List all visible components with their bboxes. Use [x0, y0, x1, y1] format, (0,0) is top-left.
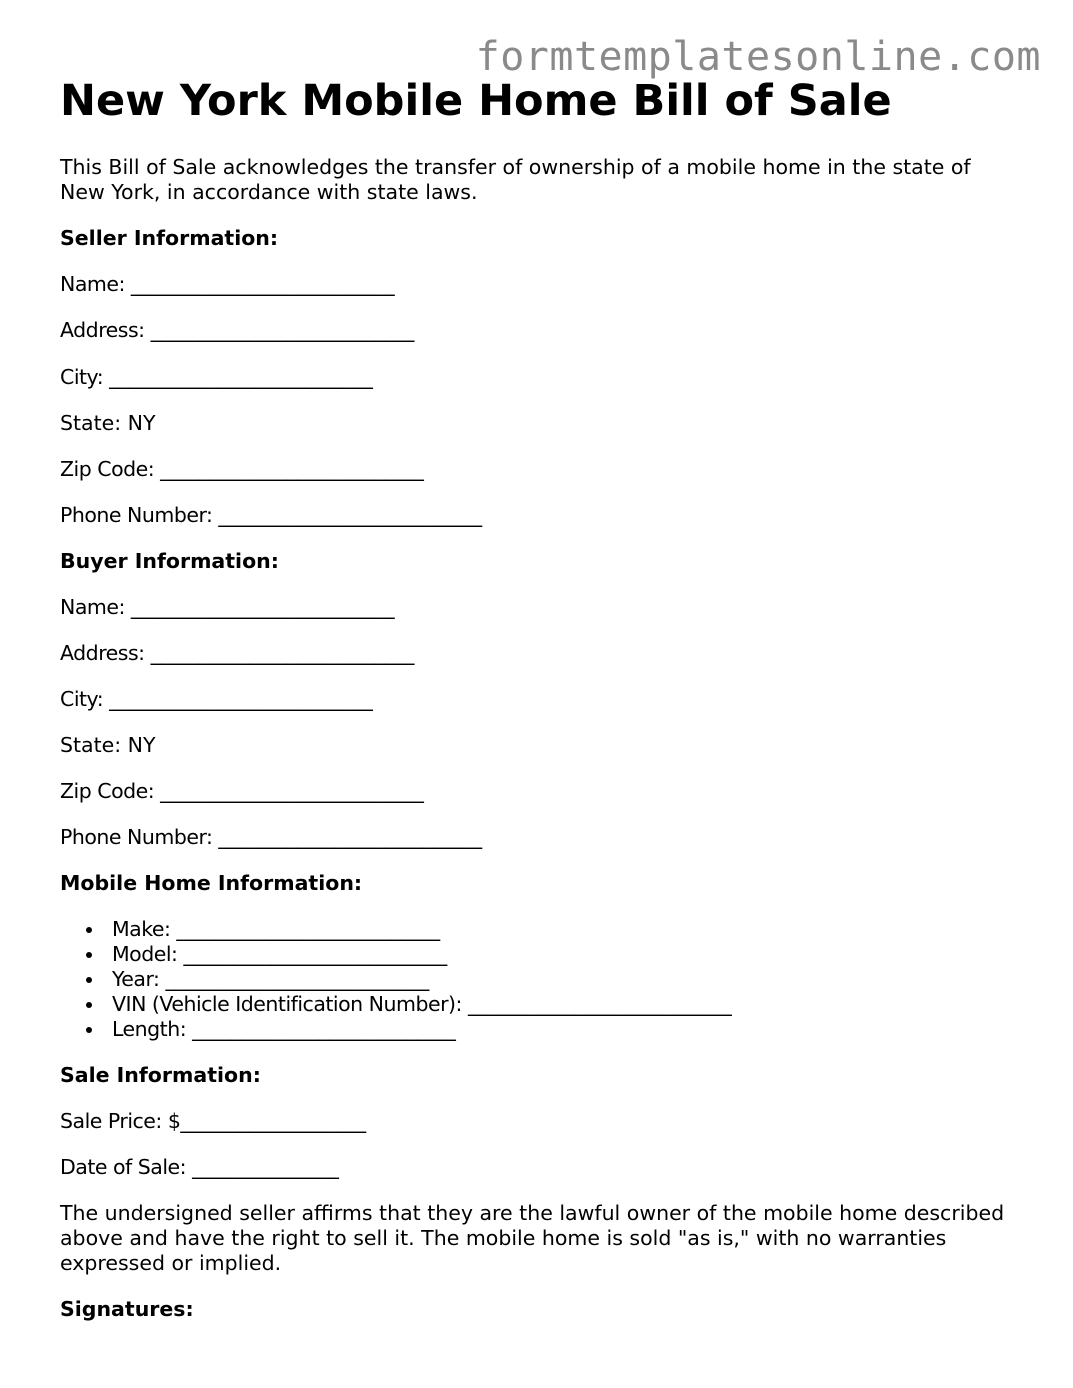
buyer-state: State: NY	[60, 733, 156, 757]
year-field[interactable]: Year: ___________________________	[112, 967, 731, 992]
buyer-city-field[interactable]: City: ___________________________	[60, 687, 373, 711]
sale-date-field[interactable]: Date of Sale: _______________	[60, 1155, 339, 1179]
signatures-heading: Signatures:	[60, 1297, 194, 1321]
seller-zip-field[interactable]: Zip Code: ___________________________	[60, 457, 424, 481]
seller-phone-field[interactable]: Phone Number: ___________________________	[60, 503, 482, 527]
make-field[interactable]: Make: ___________________________	[112, 917, 731, 942]
length-field[interactable]: Length: ___________________________	[112, 1017, 731, 1042]
watermark: formtemplatesonline.com	[475, 34, 1041, 80]
mobile-home-heading: Mobile Home Information:	[60, 871, 363, 895]
document-title: New York Mobile Home Bill of Sale	[60, 76, 892, 126]
sale-heading: Sale Information:	[60, 1063, 261, 1087]
intro-paragraph: This Bill of Sale acknowledges the transfer of ownership of a mobile home in the state of New York, in accordance with state laws.	[60, 155, 971, 204]
seller-state: State: NY	[60, 411, 156, 435]
sale-price-field[interactable]: Sale Price: $___________________	[60, 1109, 366, 1133]
buyer-name-field[interactable]: Name: ___________________________	[60, 595, 395, 619]
model-field[interactable]: Model: ___________________________	[112, 942, 731, 967]
mobile-home-list	[60, 917, 731, 1042]
buyer-phone-field[interactable]: Phone Number: ___________________________	[60, 825, 482, 849]
buyer-address-field[interactable]: Address: ___________________________	[60, 641, 414, 665]
buyer-heading: Buyer Information:	[60, 549, 279, 573]
seller-city-field[interactable]: City: ___________________________	[60, 365, 373, 389]
seller-name-field[interactable]: Name: ___________________________	[60, 272, 395, 296]
affirmation-paragraph: The undersigned seller affirms that they are the lawful owner of the mobile home described above and have the right to sell it. The mobile home is sold "as is," with no warranties expressed or implied.	[60, 1201, 1005, 1275]
vin-field[interactable]: VIN (Vehicle Identification Number): ___________________________	[112, 992, 732, 1016]
seller-heading: Seller Information:	[60, 226, 279, 250]
seller-address-field[interactable]: Address: ___________________________	[60, 318, 414, 342]
buyer-zip-field[interactable]: Zip Code: ___________________________	[60, 779, 424, 803]
